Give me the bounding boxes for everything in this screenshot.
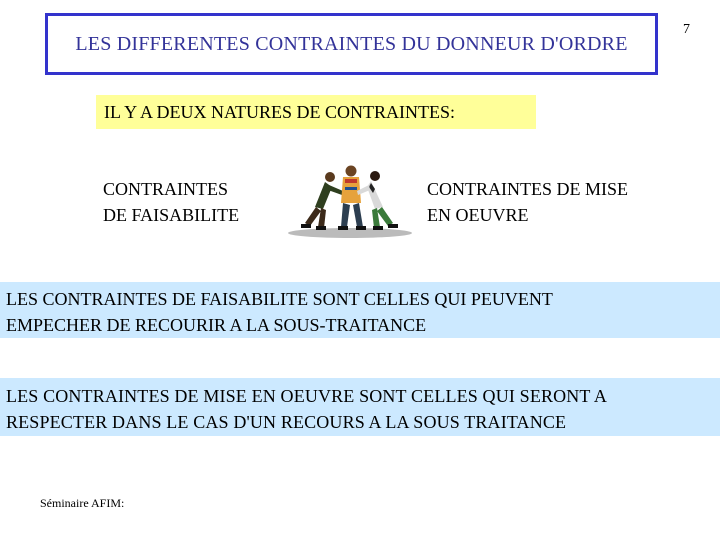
band1-line1: LES CONTRAINTES DE FAISABILITE SONT CELLES QUI PEUVENT	[6, 289, 553, 309]
implementation-definition-band	[0, 378, 720, 436]
middle-person-figure	[338, 166, 366, 231]
band2-line2: RESPECTER DANS LE CAS D'UN RECOURS A LA SOUS TRAITANCE	[6, 412, 567, 432]
slide-title-text: LES DIFFERENTES CONTRAINTES DU DONNEUR D'ORDRE	[75, 33, 628, 55]
feasibility-definition-band	[0, 282, 720, 338]
right-label-line2: EN OEUVRE	[427, 205, 529, 225]
left-person-figure	[301, 172, 343, 230]
band1-line2: EMPECHER DE RECOURIR A LA SOUS-TRAITANCE	[6, 315, 427, 335]
tug-of-war-illustration	[285, 163, 415, 240]
band2-line1: LES CONTRAINTES DE MISE EN OEUVRE SONT CELLES QUI SERONT A	[6, 386, 608, 406]
right-constraint-label	[427, 176, 628, 228]
left-label-line1: CONTRAINTES	[103, 179, 228, 199]
ground-shadow	[288, 228, 412, 238]
left-label-line2: DE FAISABILITE	[103, 205, 240, 225]
footer-text: Séminaire AFIM:	[40, 496, 125, 510]
left-constraint-label	[103, 176, 239, 228]
slide-title	[75, 31, 627, 57]
title-box	[45, 13, 658, 75]
right-person-figure	[357, 171, 398, 230]
page-number: 7	[683, 22, 690, 37]
right-label-line1: CONTRAINTES DE MISE	[427, 179, 628, 199]
intro-text: IL Y A DEUX NATURES DE CONTRAINTES:	[104, 101, 455, 122]
intro-banner	[96, 95, 536, 129]
